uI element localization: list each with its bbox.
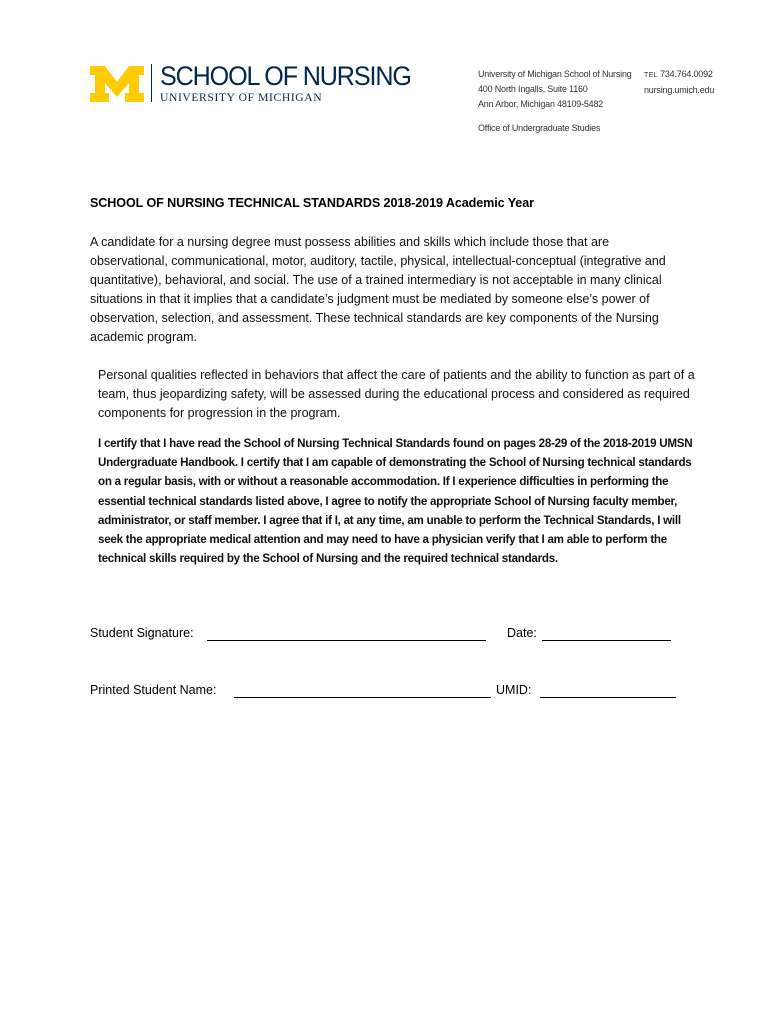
office-name: Office of Undergraduate Studies [478,123,601,133]
printed-name-label: Printed Student Name: [90,683,217,697]
printed-name-row [90,683,216,697]
document-heading: SCHOOL OF NURSING TECHNICAL STANDARDS 2018-2019 Academic Year [90,196,534,210]
website-link[interactable]: nursing.umich.edu [644,85,715,95]
logo-title: SCHOOL OF NURSING [160,61,411,91]
signature-field[interactable] [207,640,486,641]
address-line-1: University of Michigan School of Nursing [478,69,632,79]
address-line-3: Ann Arbor, Michigan 48109-5482 [478,99,604,109]
phone-number: 734.764.0092 [660,69,713,79]
logo-subtitle: UNIVERSITY OF MICHIGAN [160,91,323,104]
certification-statement: I certify that I have read the School of Nursing Technical Standards found on pages 28-29 of the 2018-2019 UMSN Undergraduate Handbook. I certify that I am capable of demonstrating the School of Nursing technical standards on a regular basis, with or without a reasonable accommodation. If I experience difficulties in performing the essential technical standards listed above, I agree to notify the appropriate School of Nursing faculty member, administrator, or staff member. I agree that if I, at any time, am unable to perform the Technical Standards, I will seek the appropriate medical attention and may need to have a physician verify that I am able to perform the technical skills required by the School of Nursing and the required technical standards. [98,437,693,566]
address-line-2: 400 North Ingalls, Suite 1160 [478,84,588,94]
contact-block [644,67,714,98]
phone-line [644,67,714,83]
intro-paragraph: A candidate for a nursing degree must possess abilities and skills which include those that are observational, communicational, motor, auditory, tactile, physical, intellectual-conceptual (integrative and quantitative), behavioral, and social. The use of a trained intermediary is not acceptable in many clinical situations in that it implies that a candidate’s judgment must be mediated by someone else’s power of observation, selection, and assessment. These technical standards are key components of the Nursing academic program. [90,235,666,344]
date-field[interactable] [542,640,671,641]
tel-label: TEL [644,72,658,79]
personal-qualities-paragraph: Personal qualities reflected in behaviors that affect the care of patients and the ability to function as part of a team, thus jeopardizing safety, will be assessed during the educational process and considered as required components for progression in the program. [98,368,695,420]
signature-label: Student Signature: [90,626,194,640]
address-block [478,67,632,112]
school-logo [90,61,420,108]
umid-label: UMID: [496,683,532,697]
logo-divider [151,64,152,102]
date-label: Date: [507,626,537,640]
block-m-icon [90,66,144,102]
date-row [507,626,537,640]
printed-name-field[interactable] [234,697,491,698]
umid-field[interactable] [540,697,676,698]
signature-row [90,626,194,640]
umid-row [496,683,531,697]
